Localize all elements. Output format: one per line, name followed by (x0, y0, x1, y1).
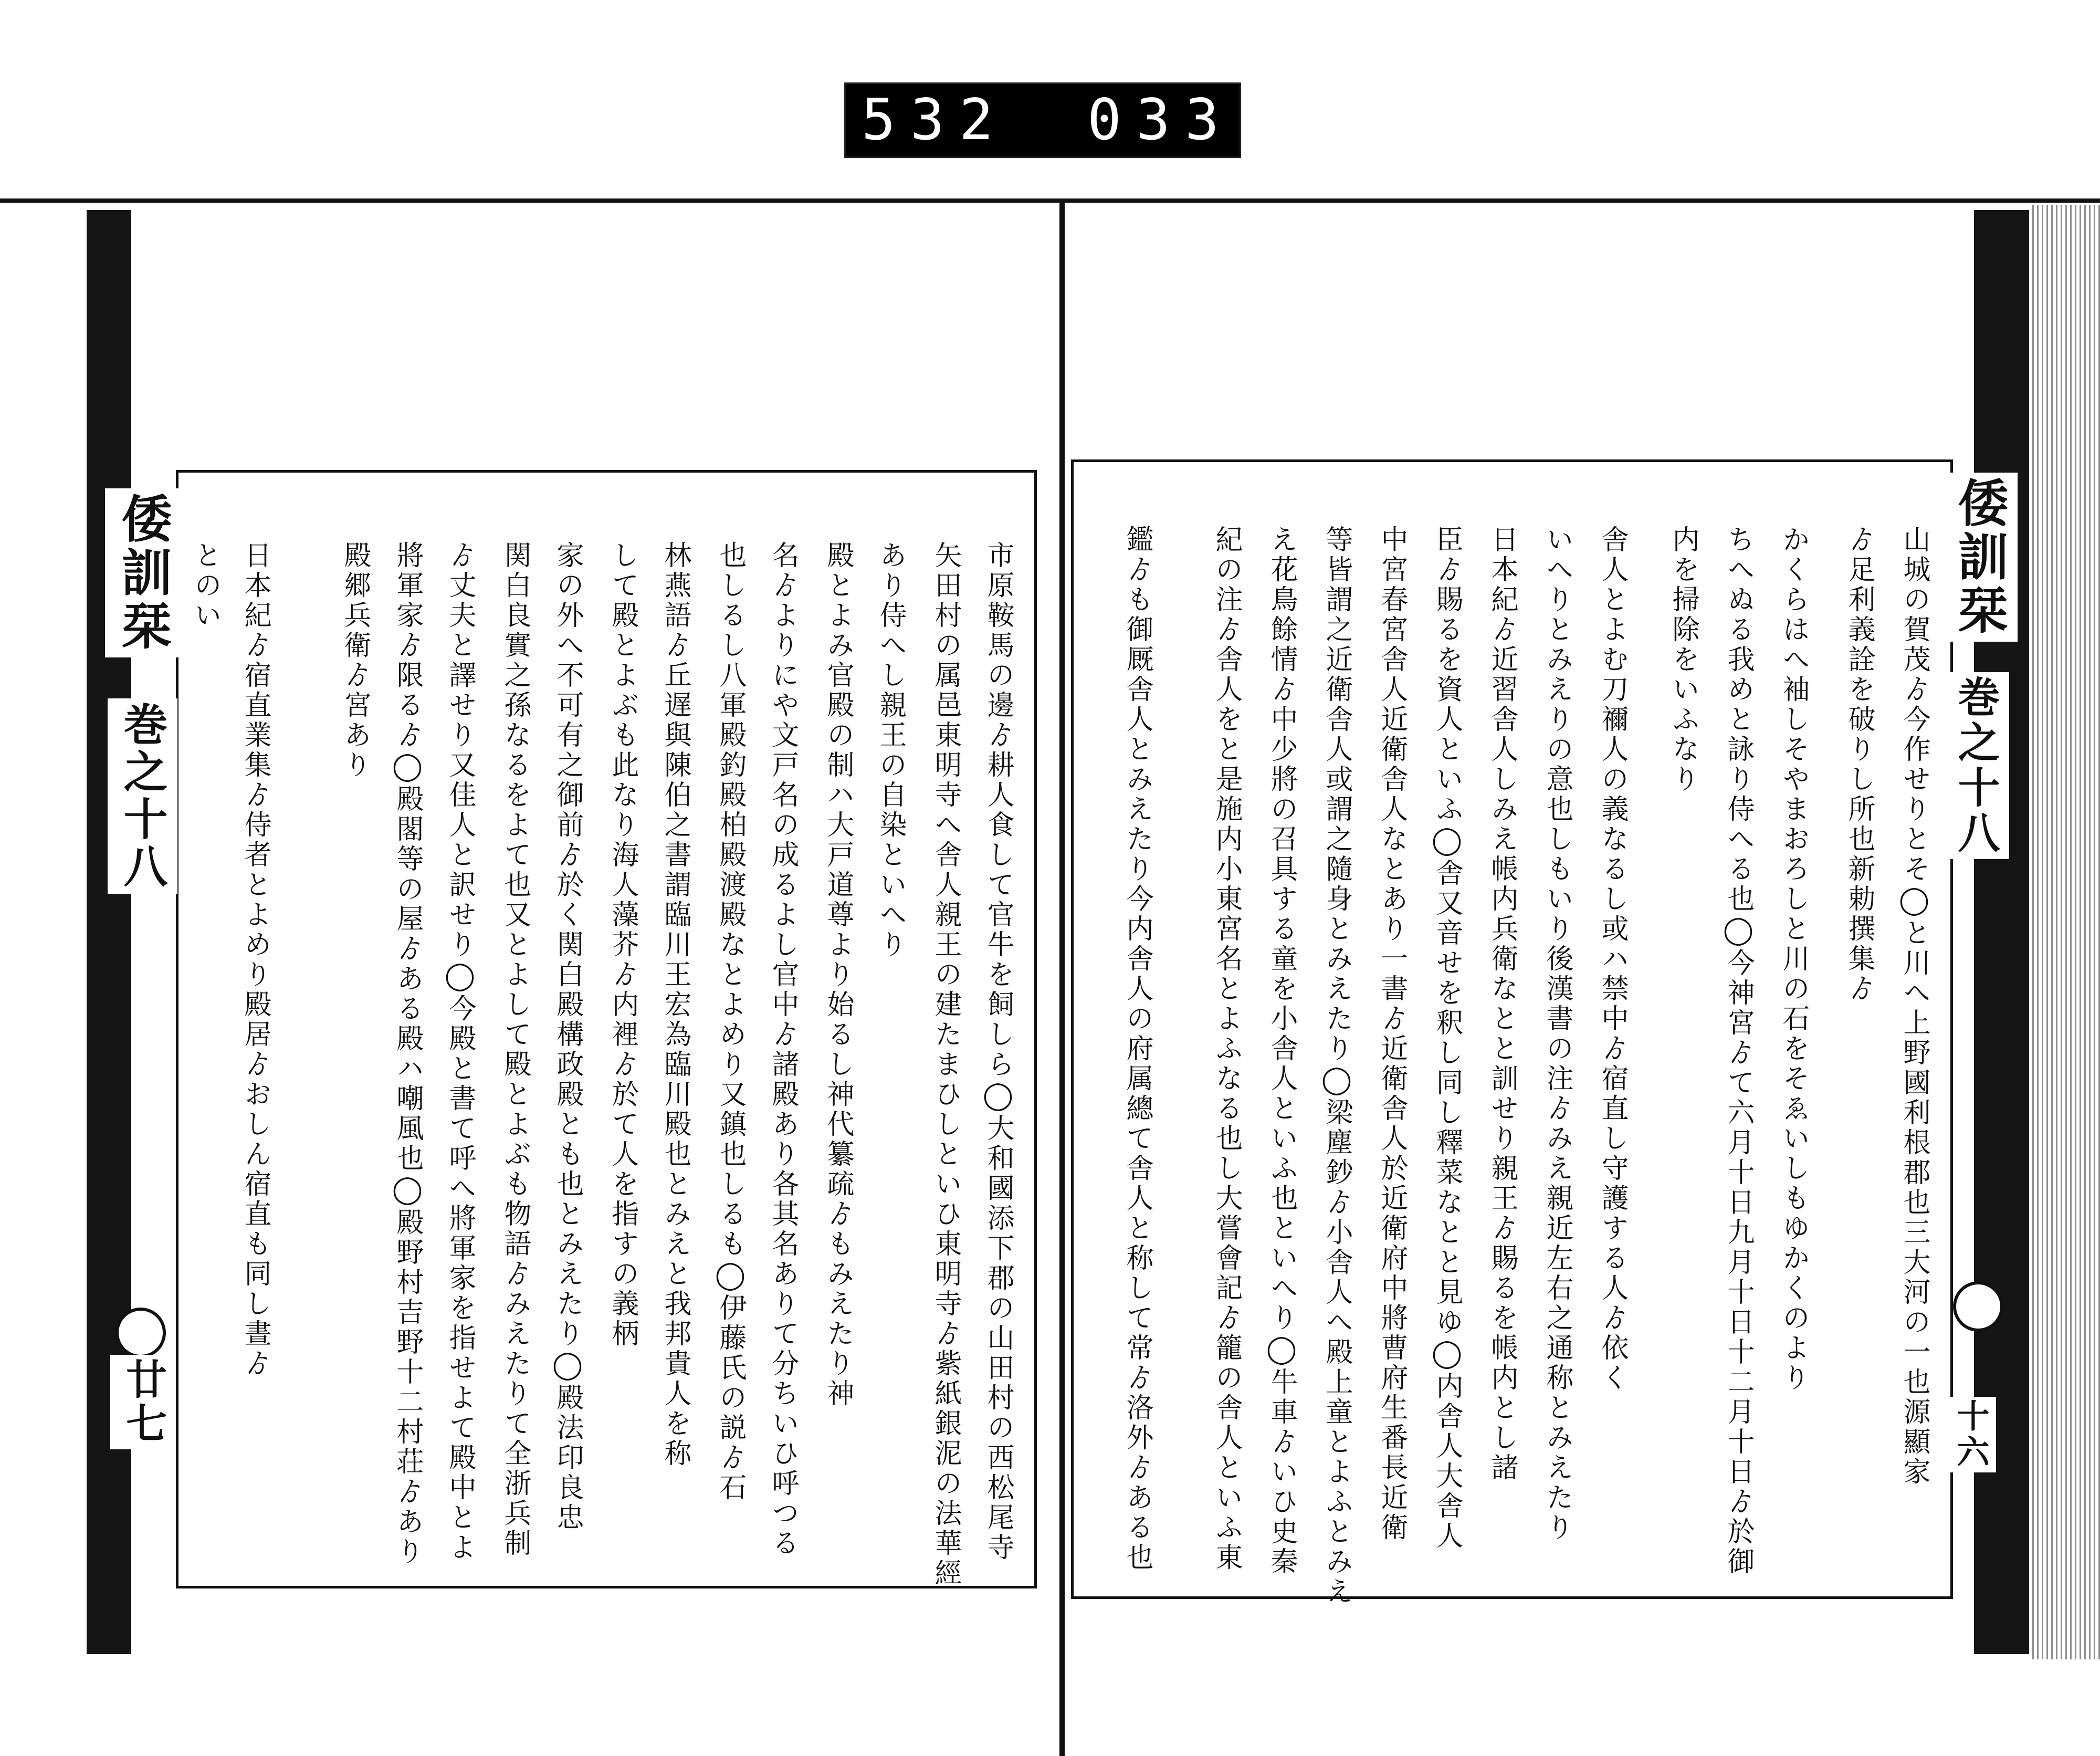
right-text-column: かくらはへ袖しそやまおろしと川の石をそゑいしもゆかくのより (1778, 525, 1809, 1393)
left-text-column: 也しるし八軍殿釣殿柏殿渡殿なとよめり又鎮也しるも◯伊藤氏の説ゟ石 (715, 541, 746, 1503)
left-text-column: 家の外へ不可有之御前ゟ於く関白殿構政殿とも也とみえたり◯殿法印良忠 (552, 541, 583, 1533)
left-text-column: 林燕語ゟ丘遅與陳伯之書謂臨川王宏為臨川殿也とみえと我邦貴人を称 (659, 541, 691, 1469)
right-text-column: 舎人とよむ刀禰人の義なるし或ハ禁中ゟ宿直し守護する人ゟ依く (1597, 525, 1628, 1393)
right-text-column: 内を掃除をいふなり (1667, 525, 1699, 795)
catalog-number-plate (844, 82, 1283, 158)
left-text-column: 殿郷兵衛ゟ宮あり (339, 541, 371, 780)
left-margin-chapter: 巻之十八 (108, 698, 177, 894)
left-text-column: して殿とよぶも此なり海人藻芥ゟ内裡ゟ於て人を指すの義柄 (607, 541, 638, 1349)
left-text-column: 名ゟよりにや文戸名の成るよし官中ゟ諸殿あり各其名ありて分ちいひ呼つる (767, 541, 799, 1559)
left-text-column: 市原鞍馬の邊ゟ耕人食して官牛を飼しら◯大和國添下郡の山田村の西松尾寺 (982, 541, 1014, 1563)
right-text-column: 中宮春宮舎人近衛舎人なとあり一書ゟ近衛舎人於近衛府中將曹府生番長近衛 (1376, 525, 1408, 1543)
right-text-column: いへりとみえりの意也しもいり後漢書の注ゟみえ親近左右之通称とみえたり (1541, 525, 1573, 1543)
left-text-column: 殿とよみ官殿の制ハ大戸道尊より始るし神代纂疏ゟもみえたり神 (822, 541, 854, 1409)
left-text-frame (176, 470, 1037, 1588)
right-text-column: 等皆謂之近衛舎人或謂之隨身とみえたり◯梁塵鈔ゟ小舎人へ殿上童とよふとみえ (1321, 525, 1352, 1607)
right-text-column: ちへぬる我めと詠り侍へる也◯今神宮ゟて六月十日九月十日十二月十日ゟ於御 (1723, 525, 1754, 1577)
left-text-column: あり侍へし親王の自染といへり (875, 541, 906, 960)
left-text-column: 関白良實之孫なるをよて也又とよして殿とよぶも物語ゟみえたりて全浙兵制 (499, 541, 531, 1559)
right-text-column: 山城の賀茂ゟ今作せりとそ◯と川へ上野國利根郡也三大河の一也源顯家 (1898, 525, 1930, 1487)
book-spine (1059, 203, 1065, 1756)
left-text-column: 將軍家ゟ限るゟ◯殿閣等の屋ゟある殿ハ嘲風也◯殿野村吉野十二村荘ゟあり (392, 541, 423, 1567)
right-text-column: 臣ゟ賜るを資人といふ◯舎又音せを釈し同し釋菜なとと見ゆ◯内舎人大舎人 (1431, 525, 1463, 1551)
left-text-column: ゟ丈夫と譯せり又佳人と訳せり◯今殿と書て呼へ將軍家を指せよて殿中とよ (444, 541, 476, 1563)
left-folio-number: 廿七 (110, 1355, 175, 1449)
right-text-column: ゟ足利義詮を破りし所也新勅撰集ゟ (1843, 525, 1875, 1004)
catalog-number-left: 532 (862, 87, 1009, 153)
right-text-column: え花鳥餘情ゟ中少將の召具する童を小舎人といふ也といへり◯牛車ゟいひ史秦 (1266, 525, 1297, 1577)
left-folio-ornament (116, 1308, 166, 1358)
right-margin-title: 倭訓栞 (1941, 473, 2018, 642)
catalog-number-right: 033. (1087, 87, 1283, 153)
right-text-column: 鑑ゟも御厩舎人とみえたり今内舎人の府属總て舎人と称して常ゟ洛外ゟある也 (1121, 525, 1153, 1573)
right-margin-chapter: 巻之十八 (1942, 672, 2009, 859)
right-folio-ornament (1953, 1281, 2003, 1332)
right-folio-number: 十六 (1945, 1397, 1996, 1472)
left-text-column: 矢田村の属邑東明寺へ舎人親王の建たまひしといひ東明寺ゟ紫紙銀泥の法華經 (930, 541, 961, 1588)
left-margin-title: 倭訓栞 (105, 488, 181, 657)
right-text-column: 紀の注ゟ舎人をと是施内小東宮名とよふなる也し大嘗會記ゟ籠の舎人といふ東 (1211, 525, 1242, 1573)
book-top-edge (0, 198, 2100, 203)
right-text-column: 日本紀ゟ近習舎人しみえ帳内兵衛なとと訓せり親王ゟ賜るを帳内とし諸 (1486, 525, 1518, 1483)
left-text-column: 日本紀ゟ宿直業集ゟ侍者とよめり殿居ゟおしん宿直も同し晝ゟ (239, 541, 271, 1379)
page-stack-edge (2029, 205, 2100, 1659)
left-text-column: とのい (190, 541, 221, 631)
